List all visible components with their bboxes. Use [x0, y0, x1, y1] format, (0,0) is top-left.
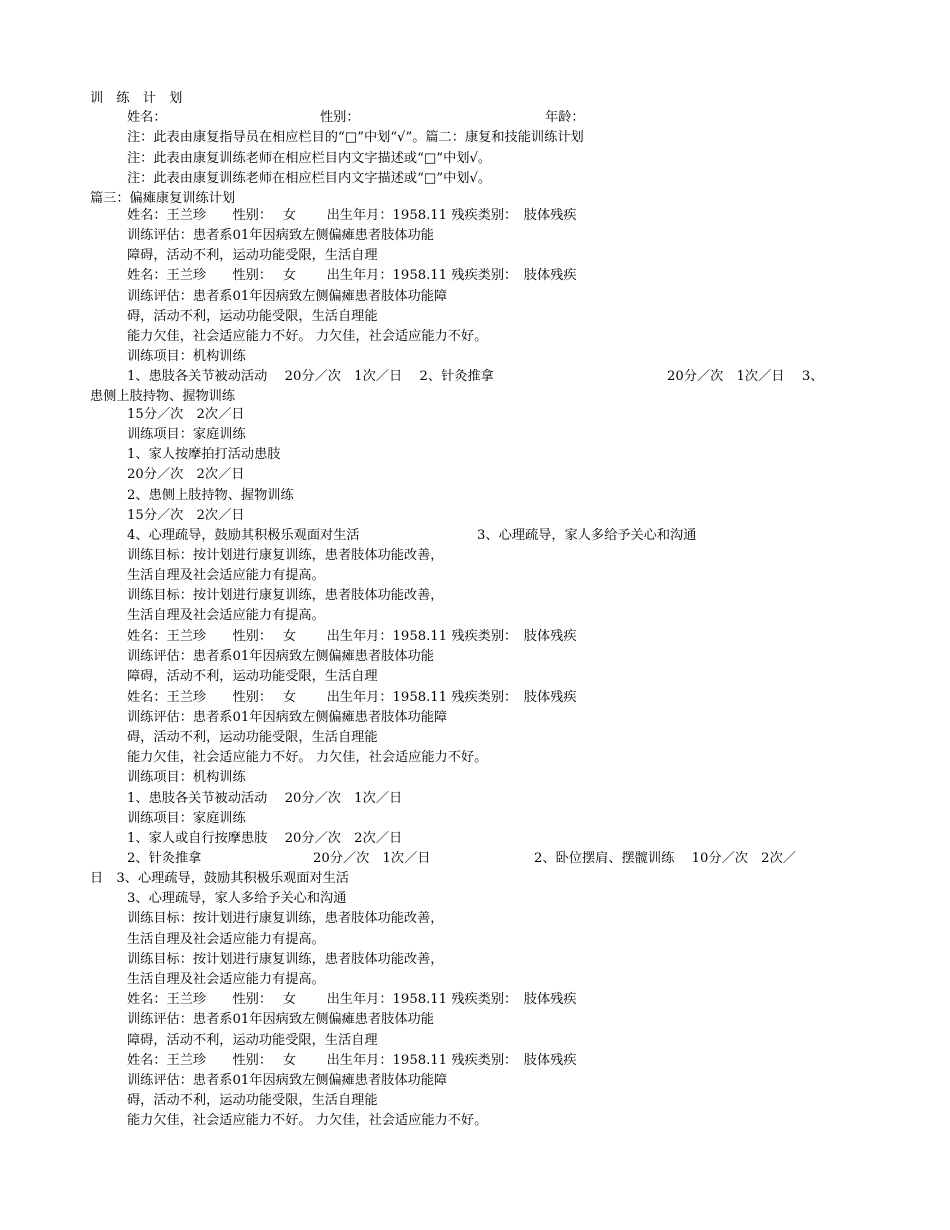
- text-line: [0, 869, 950, 889]
- text-segment: 3、心理疏导，家人多给予关心和沟通: [477, 528, 697, 543]
- text-segment: 训练评估：患者系01年因病致左侧偏瘫患者肢体功能: [127, 1012, 434, 1027]
- text-line: [0, 405, 950, 425]
- text-segment: 注：此表由康复训练老师在相应栏目内文字描述或“□”中划√。: [127, 171, 492, 186]
- text-segment: 性别：: [320, 110, 360, 125]
- text-segment: 注：此表由康复训练老师在相应栏目内文字描述或“□”中划√。: [127, 151, 492, 166]
- text-segment: 碍，活动不利，运动功能受限，生活自理能: [127, 730, 378, 745]
- text-segment: 障碍，活动不利，运动功能受限，生活自理: [127, 248, 378, 263]
- text-line: [0, 506, 950, 526]
- text-line: [0, 667, 950, 687]
- text-segment: 姓名：王兰珍 性别： 女 出生年月：1958.11 残疾类别： 肢体残疾: [127, 992, 577, 1007]
- text-segment: 1、家人或自行按摩患肢 20分／次 2次／日: [127, 831, 403, 846]
- text-line: [0, 246, 950, 266]
- text-segment: 篇三：偏瘫康复训练计划: [90, 191, 236, 206]
- text-segment: 年龄：: [545, 110, 585, 125]
- text-segment: 能力欠佳，社会适应能力不好。 力欠佳，社会适应能力不好。: [127, 750, 488, 765]
- text-segment: 生活自理及社会适应能力有提高。: [127, 568, 325, 583]
- text-line: [0, 990, 950, 1010]
- text-line: [0, 728, 950, 748]
- text-line: [0, 347, 950, 367]
- text-segment: 训练评估：患者系01年因病致左侧偏瘫患者肢体功能: [127, 228, 434, 243]
- text-line: [0, 108, 950, 128]
- text-segment: 训练评估：患者系01年因病致左侧偏瘫患者肢体功能障: [127, 289, 448, 304]
- text-segment: 姓名：王兰珍 性别： 女 出生年月：1958.11 残疾类别： 肢体残疾: [127, 690, 577, 705]
- text-segment: 20分／次 2次／日: [127, 467, 245, 482]
- text-line: [0, 327, 950, 347]
- text-line: [0, 526, 950, 546]
- text-segment: 训练评估：患者系01年因病致左侧偏瘫患者肢体功能障: [127, 710, 448, 725]
- text-line: [0, 688, 950, 708]
- text-line: [0, 1010, 950, 1030]
- text-line: [0, 1071, 950, 1091]
- text-line: [0, 226, 950, 246]
- text-line: [0, 909, 950, 929]
- text-line: [0, 149, 950, 169]
- text-segment: 碍，活动不利，运动功能受限，生活自理能: [127, 309, 378, 324]
- text-line: [0, 889, 950, 909]
- text-line: [0, 950, 950, 970]
- text-line: [0, 566, 950, 586]
- text-line: [0, 266, 950, 286]
- text-segment: 训练目标：按计划进行康复训练，患者肢体功能改善，: [127, 911, 444, 926]
- text-segment: 20分／次 1次／日: [313, 851, 431, 866]
- text-segment: 姓名：王兰珍 性别： 女 出生年月：1958.11 残疾类别： 肢体残疾: [127, 268, 577, 283]
- text-segment: 1、患肢各关节被动活动 20分／次 1次／日 2、针灸推拿: [127, 369, 494, 384]
- text-line: [0, 586, 950, 606]
- text-segment: 20分／次 1次／日 3、: [667, 369, 824, 384]
- text-segment: 生活自理及社会适应能力有提高。: [127, 608, 325, 623]
- text-line: [0, 89, 950, 109]
- text-segment: 姓名：王兰珍 性别： 女 出生年月：1958.11 残疾类别： 肢体残疾: [127, 208, 577, 223]
- text-line: [0, 546, 950, 566]
- text-segment: 能力欠佳，社会适应能力不好。 力欠佳，社会适应能力不好。: [127, 329, 488, 344]
- text-line: [0, 970, 950, 990]
- text-segment: 1、家人按摩拍打活动患肢: [127, 447, 281, 462]
- text-segment: 训练评估：患者系01年因病致左侧偏瘫患者肢体功能: [127, 649, 434, 664]
- text-line: [0, 425, 950, 445]
- text-line: [0, 486, 950, 506]
- text-segment: 日 3、心理疏导，鼓励其积极乐观面对生活: [90, 871, 349, 886]
- text-line: [0, 647, 950, 667]
- text-segment: 训练项目：机构训练: [127, 349, 246, 364]
- text-segment: 生活自理及社会适应能力有提高。: [127, 972, 325, 987]
- text-line: [0, 809, 950, 829]
- text-line: [0, 1031, 950, 1051]
- text-line: [0, 287, 950, 307]
- text-segment: 碍，活动不利，运动功能受限，生活自理能: [127, 1093, 378, 1108]
- text-line: [0, 606, 950, 626]
- text-segment: 15分／次 2次／日: [127, 407, 245, 422]
- text-line: [0, 445, 950, 465]
- text-segment: 训练目标：按计划进行康复训练，患者肢体功能改善，: [127, 952, 444, 967]
- text-segment: 能力欠佳，社会适应能力不好。 力欠佳，社会适应能力不好。: [127, 1113, 488, 1128]
- text-segment: 姓名：王兰珍 性别： 女 出生年月：1958.11 残疾类别： 肢体残疾: [127, 629, 577, 644]
- text-segment: 训练项目：机构训练: [127, 770, 246, 785]
- text-segment: 训练目标：按计划进行康复训练，患者肢体功能改善，: [127, 548, 444, 563]
- text-line: [0, 465, 950, 485]
- text-segment: 训 练 计 划: [90, 91, 183, 106]
- text-line: [0, 206, 950, 226]
- text-segment: 2、患侧上肢持物、握物训练: [127, 488, 294, 503]
- text-line: [0, 849, 950, 869]
- text-line: [0, 128, 950, 148]
- text-line: [0, 930, 950, 950]
- text-line: [0, 627, 950, 647]
- text-segment: 1、患肢各关节被动活动 20分／次 1次／日: [127, 791, 403, 806]
- text-line: [0, 789, 950, 809]
- text-line: [0, 708, 950, 728]
- text-line: [0, 307, 950, 327]
- text-segment: 训练评估：患者系01年因病致左侧偏瘫患者肢体功能障: [127, 1073, 448, 1088]
- text-segment: 训练项目：家庭训练: [127, 811, 246, 826]
- text-segment: 训练项目：家庭训练: [127, 427, 246, 442]
- text-segment: 15分／次 2次／日: [127, 508, 245, 523]
- text-segment: 4、心理疏导，鼓励其积极乐观面对生活: [127, 528, 360, 543]
- text-segment: 姓名：王兰珍 性别： 女 出生年月：1958.11 残疾类别： 肢体残疾: [127, 1053, 577, 1068]
- text-segment: 训练目标：按计划进行康复训练，患者肢体功能改善，: [127, 588, 444, 603]
- text-line: [0, 829, 950, 849]
- text-line: [0, 1111, 950, 1131]
- text-segment: 注：此表由康复指导员在相应栏目的“□”中划“√”。篇二：康复和技能训练计划: [127, 130, 584, 145]
- text-line: [0, 1051, 950, 1071]
- text-segment: 2、卧位摆肩、摆髋训练 10分／次 2次／: [534, 851, 796, 866]
- text-segment: 2、针灸推拿: [127, 851, 202, 866]
- text-segment: 患侧上肢持物、握物训练: [90, 389, 236, 404]
- text-line: [0, 169, 950, 189]
- text-segment: 姓名：: [127, 110, 167, 125]
- text-segment: 障碍，活动不利，运动功能受限，生活自理: [127, 669, 378, 684]
- text-line: [0, 748, 950, 768]
- text-segment: 障碍，活动不利，运动功能受限，生活自理: [127, 1033, 378, 1048]
- text-segment: 生活自理及社会适应能力有提高。: [127, 932, 325, 947]
- text-line: [0, 768, 950, 788]
- text-segment: 3、心理疏导，家人多给予关心和沟通: [127, 891, 347, 906]
- text-line: [0, 367, 950, 387]
- text-line: [0, 1091, 950, 1111]
- text-line: [0, 387, 950, 407]
